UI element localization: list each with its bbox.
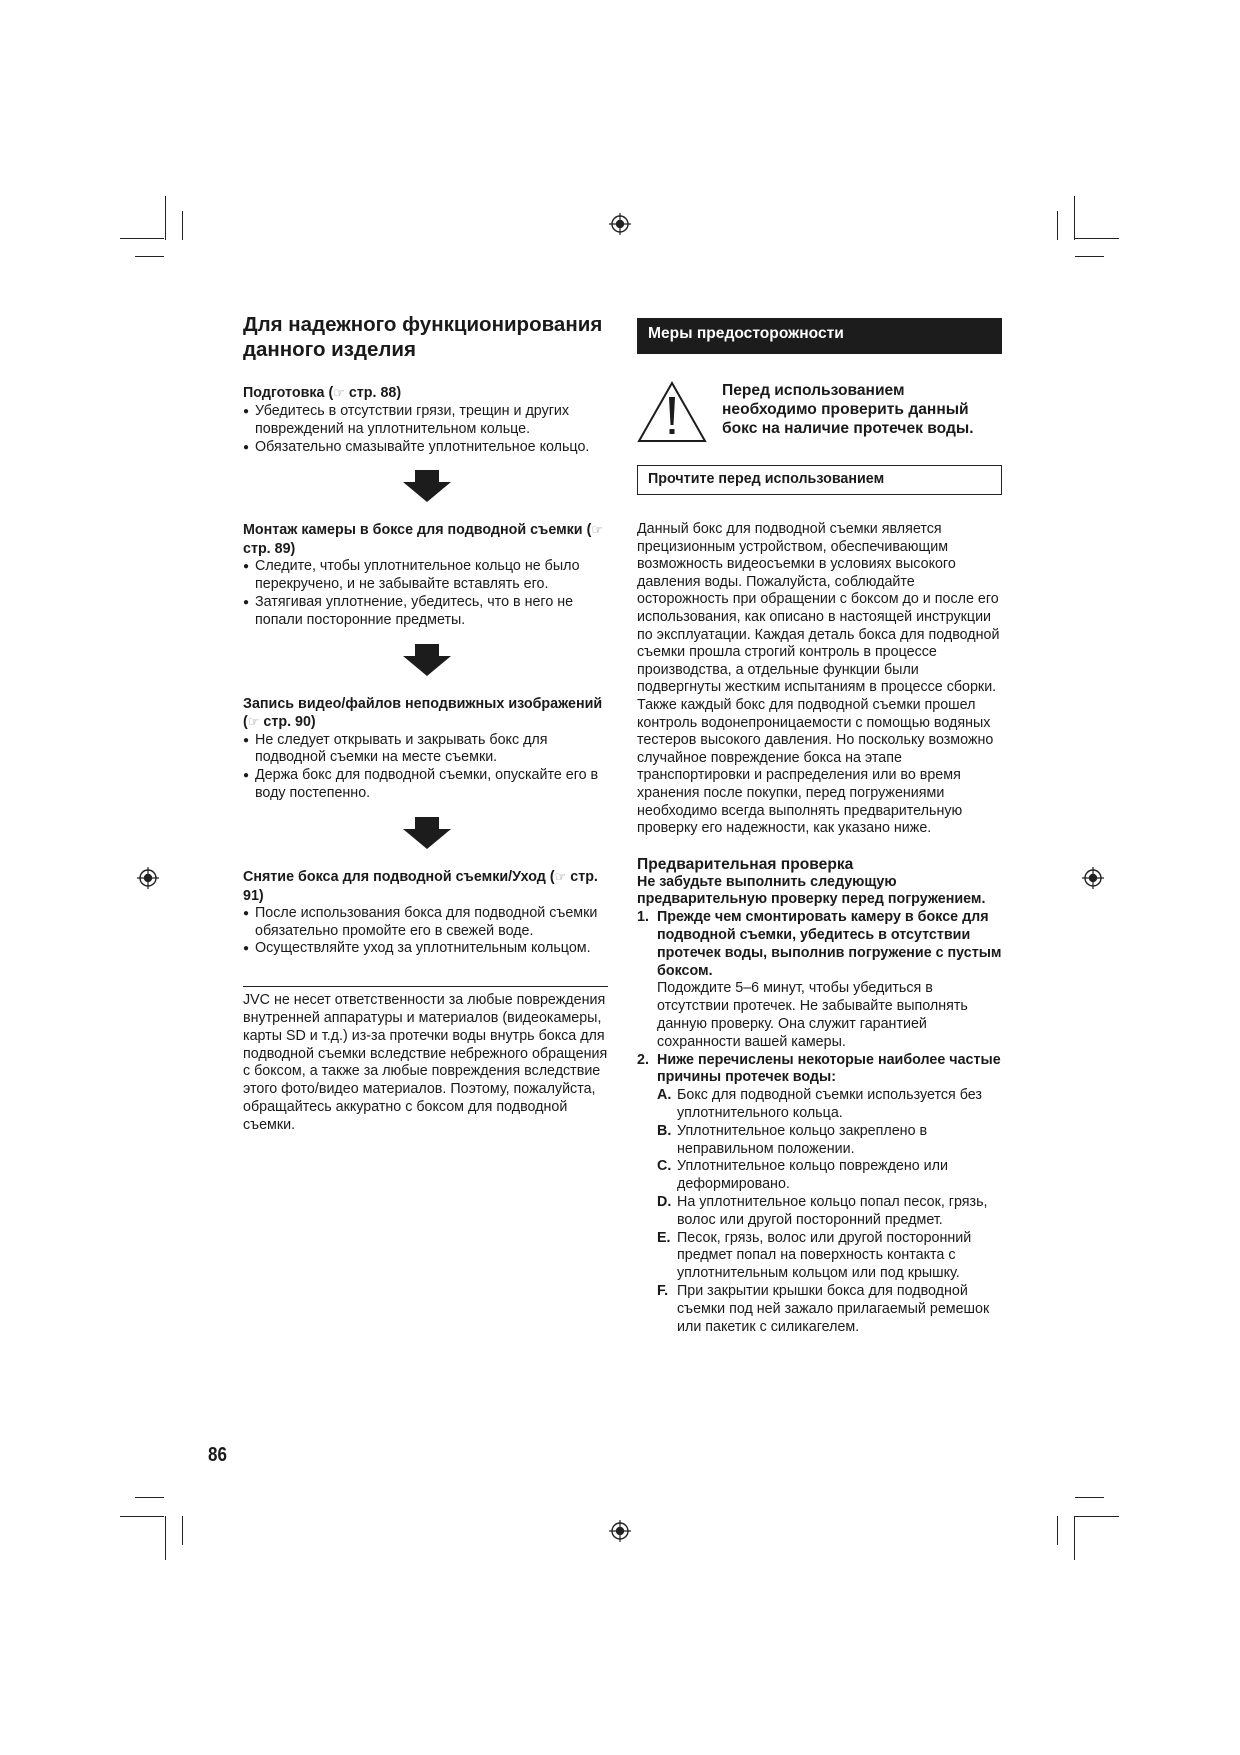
list-item: ● Держа бокс для подводной съемки, опускайте его в воду постепенно. [243,767,608,803]
section-heading: Снятие бокса для подводной съемки/Уход (☞ стр. 91) [243,868,598,904]
down-arrow-icon [403,470,451,502]
registration-mark-icon [1082,867,1104,889]
read-before-use-heading: Прочтите перед использованием [637,465,1002,495]
right-column [637,318,1002,1336]
warning-triangle-icon [637,381,707,443]
precheck-heading: Предварительная проверка [637,855,854,873]
bullet-list [243,732,608,803]
page-ref-icon: ☞ [591,523,603,539]
bullet-list [243,403,608,456]
list-item: 1. Прежде чем смонтировать камеру в боксе для подводной съемки, убедитесь в отсутствии протечек воды, выполнив погружение с пустым боксом. Подождите 5–6 минут, чтобы убедиться в отсутствии протечек. Не забывайте выполнять данную проверку. Она служит гарантией сохранности вашей камеры. [637,909,1002,1050]
registration-mark-icon [609,213,631,235]
list-item: C. Уплотнительное кольцо повреждено или деформировано. [657,1158,948,1193]
section-recording [243,695,608,803]
list-item: ● Следите, чтобы уплотнительное кольцо не было перекручено, и не забывайте вставлять его. [243,558,608,594]
down-arrow-icon [403,644,451,676]
warning-text: Перед использованием необходимо проверить данный бокс на наличие протечек воды. [722,382,974,437]
disclaimer-block [243,986,608,1134]
section-mounting [243,521,608,629]
list-item: ● Обязательно смазывайте уплотнительное кольцо. [243,439,608,457]
registration-mark-icon [609,1520,631,1542]
list-item: ● Не следует открывать и закрывать бокс для подводной съемки на месте съемки. [243,732,608,768]
intro-paragraph: Данный бокс для подводной съемки является прецизионным устройством, обеспечивающим возможность видеосъемки в условиях высокого давления воды. Пожалуйста, соблюдайте осторожность при обращении с боксом до и после его использования, как описано в настоящей инструкции по эксплуатации. Каждая деталь бокса для подводной съемки прошла строгий контроль в процессе производства, а отдельные функции были подвергнуты жестким испытаниям в процессе сборки. Также каждый бокс для подводной съемки прошел контроль водонепроницаемости с помощью водяных тестеров высокого давления. Но поскольку возможно случайное повреждение бокса на этапе транспортировки и распределения или во время хранения после покупки, перед погружениями необходимо всегда выполнять предварительную проверку его надежности, как указано ниже. [637,521,1000,837]
precautions-header: Меры предосторожности [637,318,1002,354]
page-ref-icon: ☞ [554,869,567,885]
down-arrow-icon [403,817,451,849]
list-item: D. На уплотнительное кольцо попал песок, грязь, волос или другой посторонний предмет. [657,1194,988,1228]
warning-block [637,381,1002,443]
precheck-intro: Не забудьте выполнить следующую предварительную проверку перед погружением. [637,873,986,908]
disclaimer-text: JVC не несет ответственности за любые повреждения внутренней аппаратуры и материалов (видеокамеры, карты SD и т.д.) из-за протечки воды внутрь бокса для подводной съемки вследствие небрежного обращения с боксом, а также за любые повреждения вследствие этого фото/видео материалов. Поэтому, пожалуйста, обращайтесь аккуратно с боксом для подводной съемки. [243,992,608,1133]
precheck-steps [637,909,1002,1336]
list-item: 2. Ниже перечислены некоторые наиболее частые причины протечек воды: A. Бокс для подводной съемки используется без уплотнительного кольца. B. Уплотнительное кольцо закреплено в неправильном положении. C. Уплотнительное кольцо повреждено или деформировано. D. На уплотнительное кольцо попал песок, грязь, волос или другой посторонний предмет. E. Песок, грязь, волос или другой посторонний предмет попал на поверхность контакта с уплотнительным кольцом или под крышку. F. При закрытии крышки бокса для подводной съемки под ней зажало прилагаемый ремешок или пакетик с силикагелем. [637,1051,1001,1335]
section-preparation [243,384,608,456]
list-item: ● Затягивая уплотнение, убедитесь, что в него не попали посторонние предметы. [243,594,608,630]
page-title: Для надежного функционирования данного изделия [243,313,603,361]
list-item: F. При закрытии крышки бокса для подводной съемки под ней зажало прилагаемый ремешок или пакетик с силикагелем. [657,1283,990,1335]
section-heading: Подготовка (☞ стр. 88) [243,385,402,401]
bullet-list [243,905,608,958]
list-item: A. Бокс для подводной съемки используется без уплотнительного кольца. [657,1087,982,1122]
section-heading: Монтаж камеры в боксе для подводной съемки (☞ стр. 89) [243,522,603,558]
list-item: ● После использования бокса для подводной съемки обязательно промойте его в свежей воде. [243,905,608,941]
list-item: ● Убедитесь в отсутствии грязи, трещин и других повреждений на уплотнительном кольце. [243,403,608,439]
left-column [243,312,608,1135]
leak-causes-list [657,1087,1002,1336]
registration-mark-icon [137,867,159,889]
list-item: ● Осуществляйте уход за уплотнительным кольцом. [243,940,608,958]
page-ref-icon: ☞ [247,714,260,730]
section-removal-care [243,868,608,958]
page-number: 86 [208,1444,227,1466]
list-item: B. Уплотнительное кольцо закреплено в неправильном положении. [657,1122,928,1157]
list-item: E. Песок, грязь, волос или другой посторонний предмет попал на поверхность контакта с уплотнительным кольцом или под крышку. [657,1229,972,1282]
section-heading: Запись видео/файлов неподвижных изображений (☞ стр. 90) [243,695,603,730]
page-ref-icon: ☞ [333,386,345,401]
bullet-list [243,558,608,629]
